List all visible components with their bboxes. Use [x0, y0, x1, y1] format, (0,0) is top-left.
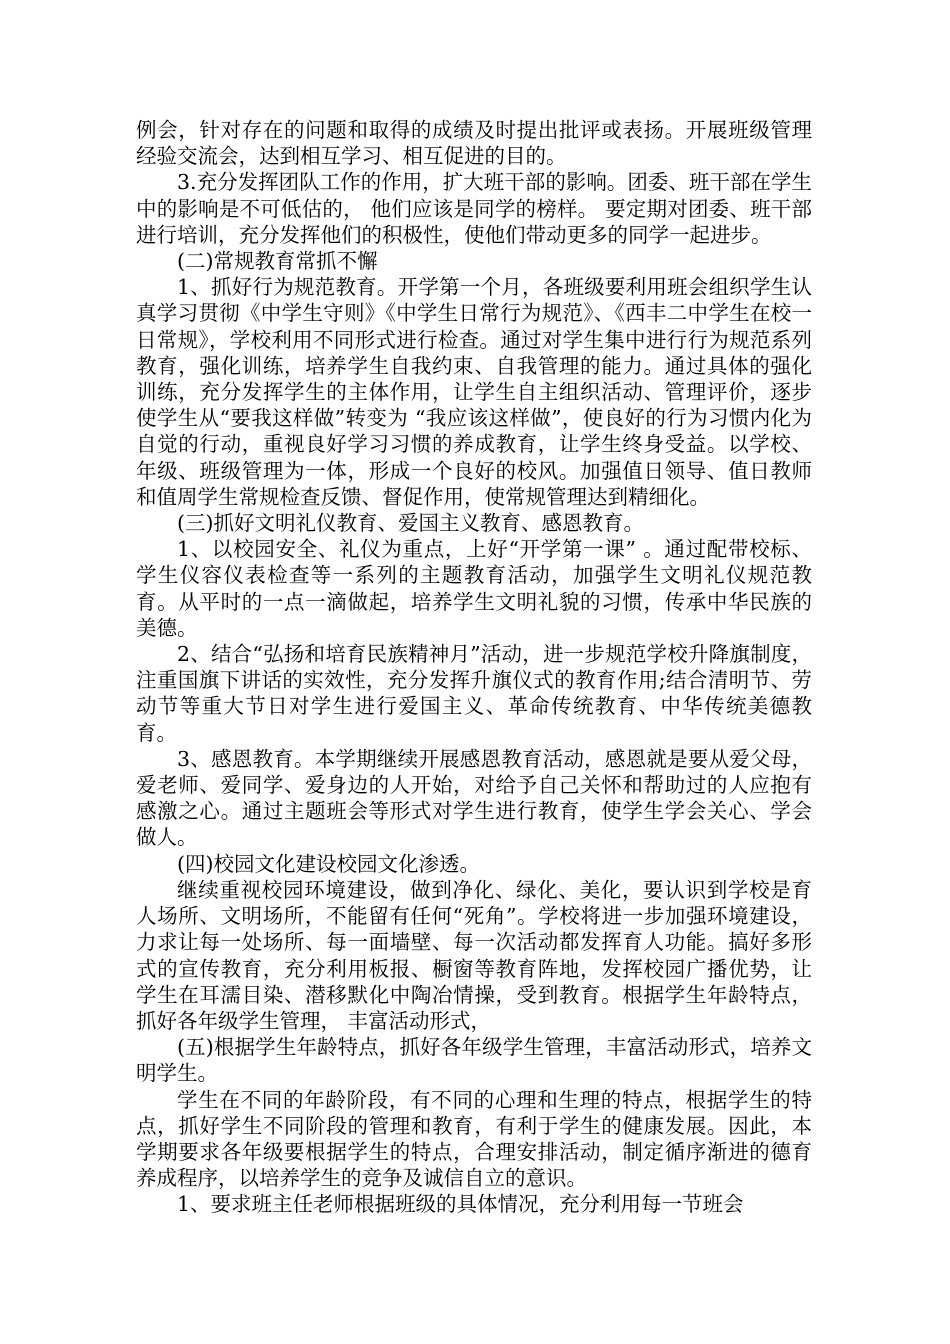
paragraph-national-spirit: 2、结合“弘扬和培育民族精神月”活动，进一步规范学校升降旗制度，注重国旗下讲话的实效性，充分发挥升旗仪式的教育作用;结合清明节、劳动节等重大节日对学生进行爱国主义、革命传统教育、中华传统美德教育。 [136, 642, 812, 745]
paragraph-team-role: 3.充分发挥团队工作的作用，扩大班干部的影响。团委、班干部在学生中的影响是不可低估的， 他们应该是同学的榜样。 要定期对团委、班干部进行培训，充分发挥他们的积极性，使他们带动更多的同学一起进步。 [136, 170, 812, 247]
paragraph-class-teacher-requirement: 1、要求班主任老师根据班级的具体情况，充分利用每一节班会 [177, 1192, 744, 1217]
section-heading-routine-education: (二)常规教育常抓不懈 [177, 249, 378, 274]
paragraph-class-meeting-continuation: 例会，针对存在的问题和取得的成绩及时提出批评或表扬。开展班级管理经验交流会，达到相互学习、相互促进的目的。 [136, 118, 812, 169]
paragraph-age-characteristics: 学生在不同的年龄阶段，有不同的心理和生理的特点，根据学生的特点，抓好学生不同阶段的管理和教育，有利于学生的健康发展。因此，本学期要求各年级要根据学生的特点，合理安排活动，制定循序渐进的德育养成程序，以培养学生的竞争及诚信自立的意识。 [136, 1087, 812, 1191]
paragraph-first-lesson: 1、以校园安全、礼仪为重点，上好“开学第一课” 。通过配带校标、学生仪容仪表检查等一系列的主题教育活动，加强学生文明礼仪规范教育。从平时的一点一滴做起，培养学生文明礼貌的习惯，传承中华民族的美德。 [136, 537, 812, 640]
paragraph-gratitude-education: 3、感恩教育。本学期继续开展感恩教育活动，感恩就是要从爱父母，爱老师、爱同学、爱身边的人开始，对给予自己关怀和帮助过的人应抱有感激之心。通过主题班会等形式对学生进行教育，使学生学会关心、学会做人。 [136, 746, 812, 850]
section-heading-campus-culture: (四)校园文化建设校园文化渗透。 [177, 851, 480, 876]
section-heading-etiquette-patriotism: (三)抓好文明礼仪教育、爱国主义教育、感恩教育。 [177, 511, 644, 536]
document-body [136, 117, 812, 1218]
paragraph-campus-environment: 继续重视校园环境建设，做到净化、绿化、美化，要认识到学校是育人场所、文明场所，不能留有任何“死角”。学校将进一步加强环境建设，力求让每一处场所、每一面墙壁、每一次活动都发挥育人功能。搞好多形式的宣传教育，充分利用板报、橱窗等教育阵地，发挥校园广播优势，让学生在耳濡目染、潜移默化中陶冶情操，受到教育。根据学生年龄特点， 抓好各年级学生管理， 丰富活动形式， [136, 877, 812, 1033]
section-heading-grade-management: (五)根据学生年龄特点，抓好各年级学生管理，丰富活动形式，培养文明学生。 [136, 1035, 812, 1086]
paragraph-behavior-norms: 1、抓好行为规范教育。开学第一个月，各班级要利用班会组织学生认真学习贯彻《中学生守则》《中学生日常行为规范》、《西丰二中学生在校一日常规》，学校利用不同形式进行检查。通过对学生集中进行行为规范系列教育，强化训练，培养学生自我约束、自我管理的能力。通过具体的强化训练，充分发挥学生的主体作用，让学生自主组织活动、管理评价，逐步使学生从“要我这样做”转变为 “我应该这样做”，使良好的行为习惯内化为自觉的行动，重视良好学习习惯的养成教育，让学生终身受益。以学校、年级、班级管理为一体，形成一个良好的校风。加强值日领导、值日教师和值周学生常规检查反馈、督促作用，使常规管理达到精细化。 [136, 275, 812, 509]
